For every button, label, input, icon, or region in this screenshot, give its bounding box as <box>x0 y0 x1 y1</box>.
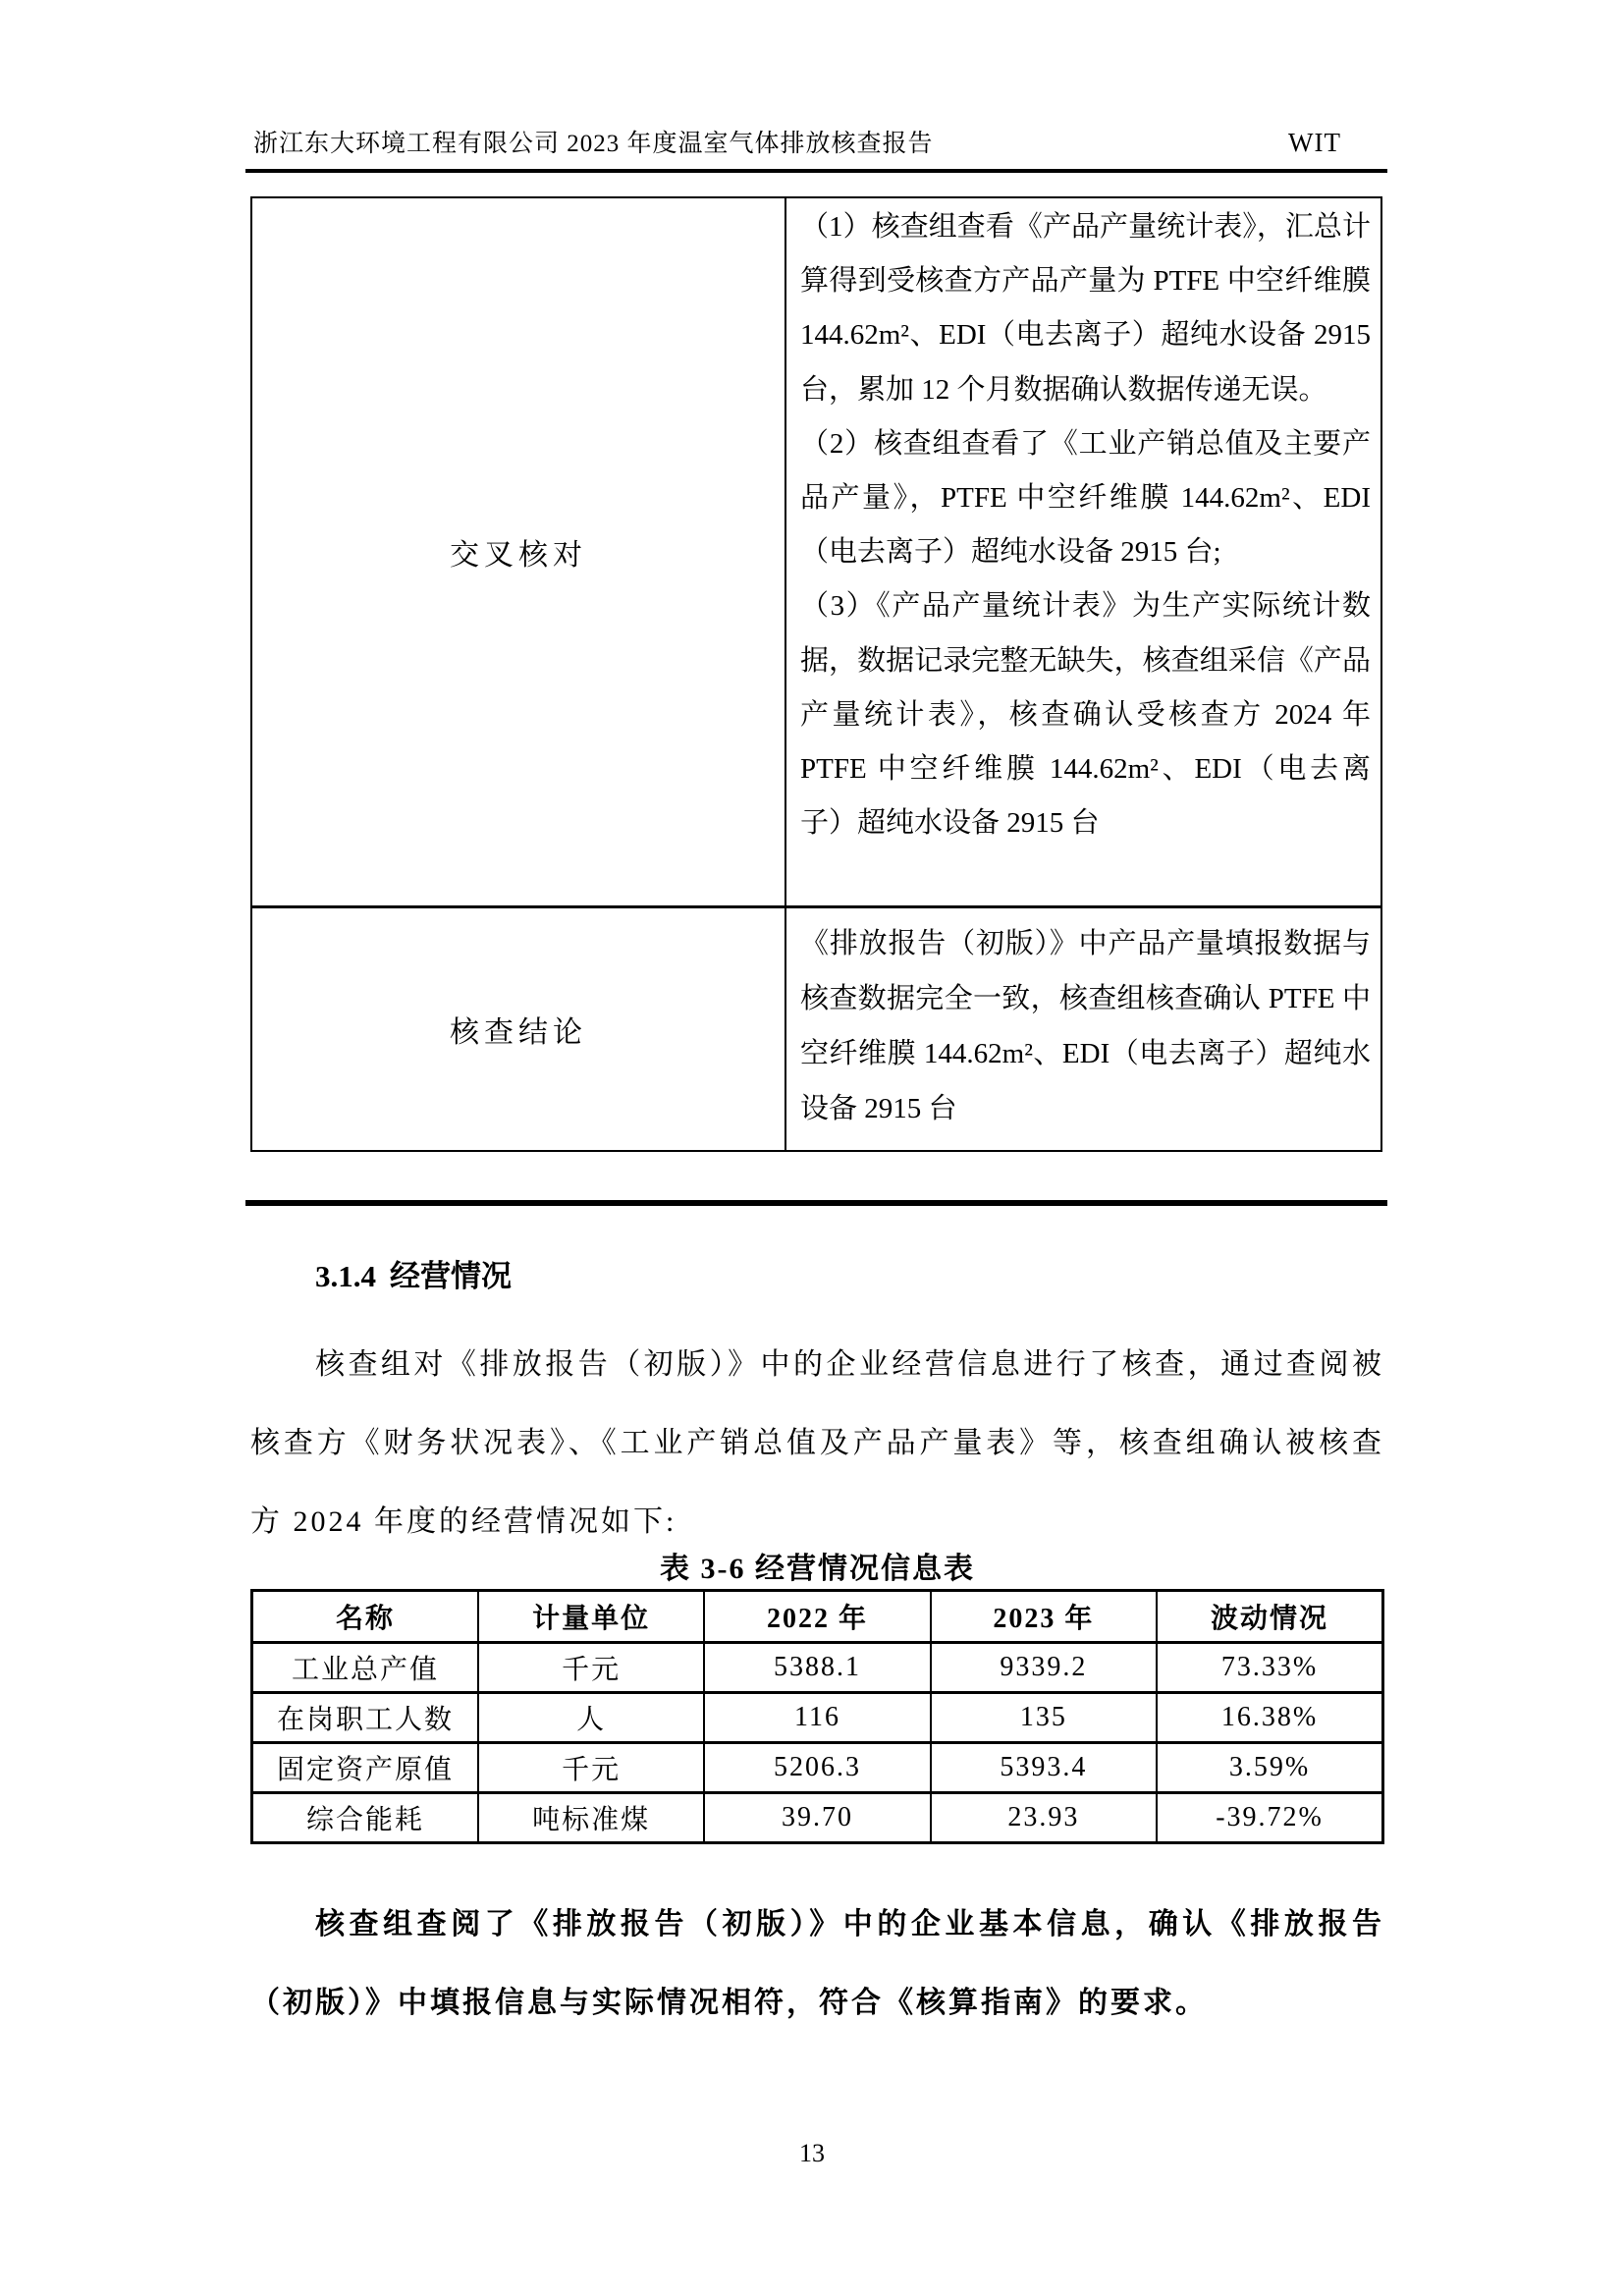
column-header-unit: 计量单位 <box>478 1591 704 1643</box>
table-row <box>251 197 1381 907</box>
cell-unit: 吨标准煤 <box>478 1793 704 1843</box>
column-header-2023: 2023 年 <box>931 1591 1157 1643</box>
column-header-name: 名称 <box>252 1591 478 1643</box>
conclusion-row-content <box>785 907 1381 1152</box>
cell-2022: 39.70 <box>704 1793 930 1843</box>
section-heading <box>250 1257 1384 1296</box>
cell-fluctuation: 16.38% <box>1157 1693 1382 1743</box>
cell-name: 固定资产原值 <box>252 1743 478 1793</box>
intro-paragraph: 核查组对《排放报告（初版）》中的企业经营信息进行了核查，通过查阅被核查方《财务状况表》、《工业产销总值及产品产量表》等，核查组确认被核查方 2024 年度的经营情况如下: <box>250 1348 1384 1538</box>
cross-check-paragraph-2: （2）核查组查看了《工业产销总值及主要产品产量》，PTFE 中空纤维膜 144.62m²、EDI（电去离子）超纯水设备 2915 台; <box>800 427 1371 569</box>
cell-fluctuation: 73.33% <box>1157 1643 1382 1693</box>
business-table-title: 表 3-6 经营情况信息表 <box>660 1553 975 1585</box>
page-header <box>253 124 1382 159</box>
section-divider-line <box>245 1200 1387 1206</box>
section-title: 经营情况 <box>390 1259 512 1293</box>
cross-check-paragraph-1: （1）核查组查看《产品产量统计表》，汇总计算得到受核查方产品产量为 PTFE 中空纤维膜 144.62m²、EDI（电去离子）超纯水设备 2915 台，累加 12 个月数据确认数据传递无误。 <box>800 211 1371 406</box>
cell-2022: 116 <box>704 1693 930 1743</box>
cell-fluctuation: 3.59% <box>1157 1743 1382 1793</box>
table-row <box>252 1693 1383 1743</box>
cell-2023: 5393.4 <box>931 1743 1157 1793</box>
cross-check-paragraph-3: （3）《产品产量统计表》为生产实际统计数据，数据记录完整无缺失，核查组采信《产品产量统计表》，核查确认受核查方 2024 年 PTFE 中空纤维膜 144.62m²、EDI（电去离 子）超纯水设备 2915 台 <box>800 590 1371 840</box>
header-divider-line <box>245 169 1387 173</box>
cell-name: 工业总产值 <box>252 1643 478 1693</box>
cell-name: 综合能耗 <box>252 1793 478 1843</box>
header-report-title: 浙江东大环境工程有限公司 2023 年度温室气体排放核查报告 <box>253 131 934 157</box>
conclusion-paragraph: 《排放报告（初版）》中产品产量填报数据与核查数据完全一致，核查组核查确认 PTFE 中空纤维膜 144.62m²、EDI（电去离子）超纯水设备 2915 台 <box>800 928 1371 1124</box>
cross-check-table <box>250 196 1382 1152</box>
cross-check-row-label: 交叉核对 <box>251 197 785 907</box>
page-number: 13 <box>799 2139 825 2167</box>
cell-name: 在岗职工人数 <box>252 1693 478 1743</box>
cell-2023: 9339.2 <box>931 1643 1157 1693</box>
column-header-fluctuation: 波动情况 <box>1157 1591 1382 1643</box>
conclusion-row-label: 核查结论 <box>251 907 785 1152</box>
business-info-table <box>250 1589 1384 1844</box>
column-header-2022: 2022 年 <box>704 1591 930 1643</box>
cell-unit: 千元 <box>478 1643 704 1693</box>
cell-unit: 人 <box>478 1693 704 1743</box>
cell-unit: 千元 <box>478 1743 704 1793</box>
cell-fluctuation: -39.72% <box>1157 1793 1382 1843</box>
table-row <box>251 907 1381 1152</box>
table-header-row <box>252 1591 1383 1643</box>
cell-2022: 5206.3 <box>704 1743 930 1793</box>
header-logo-text: WIT <box>1288 128 1341 157</box>
table-row <box>252 1743 1383 1793</box>
table-row <box>252 1793 1383 1843</box>
closing-paragraph: 核查组查阅了《排放报告（初版）》中的企业基本信息，确认《排放报告（初版）》中填报信息与实际情况相符，符合《核算指南》的要求。 <box>250 1908 1384 2019</box>
cell-2023: 135 <box>931 1693 1157 1743</box>
cell-2023: 23.93 <box>931 1793 1157 1843</box>
table-row <box>252 1643 1383 1693</box>
section-number: 3.1.4 <box>315 1259 376 1293</box>
cell-2022: 5388.1 <box>704 1643 930 1693</box>
cross-check-row-content <box>785 197 1381 907</box>
